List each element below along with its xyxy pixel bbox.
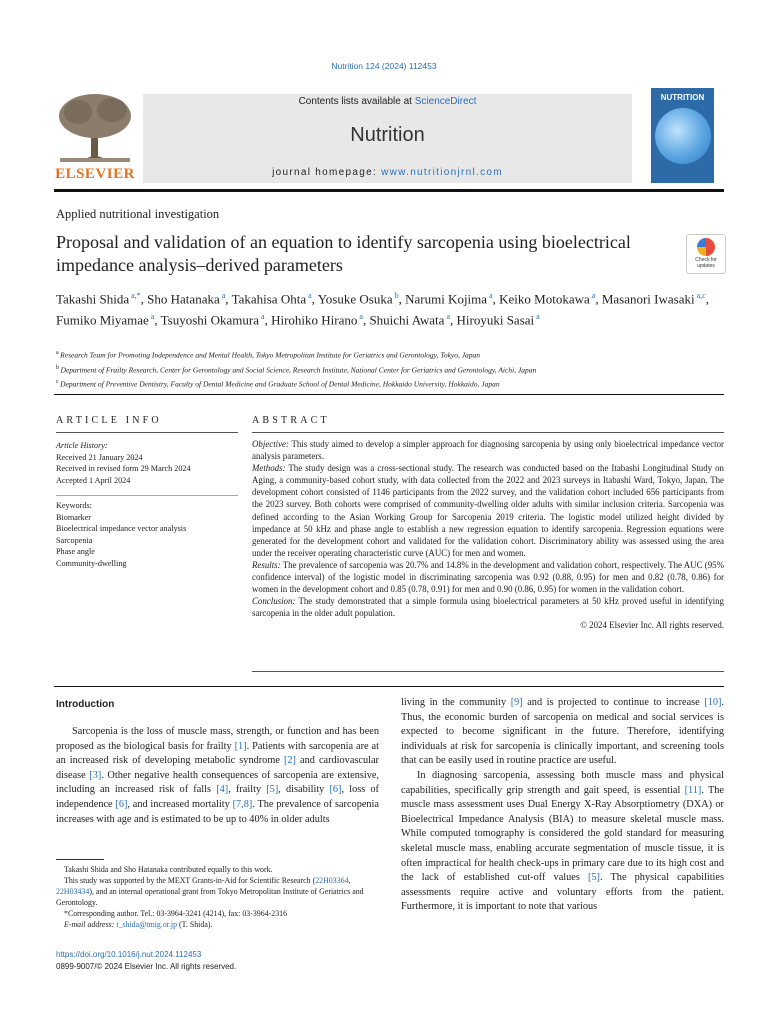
author-name[interactable]: Shuichi Awata — [369, 312, 445, 328]
author-name[interactable]: Tsuyoshi Okamura — [160, 312, 260, 328]
cover-globe — [655, 108, 711, 164]
publisher-logo-text: ELSEVIER — [55, 166, 135, 182]
footnote-divider — [56, 859, 104, 860]
article-section-label: Applied nutritional investigation — [56, 207, 220, 221]
citation-link[interactable]: [5] — [266, 784, 279, 796]
citation-link[interactable]: [6] — [329, 784, 342, 796]
author-affiliation-marker[interactable]: a — [487, 291, 493, 300]
keywords-label: Keywords: — [56, 501, 92, 510]
author-name[interactable]: Fumiko Miyamae — [56, 312, 149, 328]
abstract-methods — [252, 462, 724, 559]
keyword-item: Bioelectrical impedance vector analysis — [56, 524, 187, 534]
footnote-funding — [56, 875, 379, 908]
divider — [252, 432, 724, 433]
contents-line — [143, 96, 632, 107]
affiliation-list — [56, 347, 726, 391]
email-label: E-mail address: — [64, 920, 117, 929]
citation-link[interactable]: [4] — [216, 784, 229, 796]
keyword-item: Sarcopenia — [56, 535, 93, 545]
citation-link[interactable]: [10] — [704, 697, 722, 708]
author-name[interactable]: Takahisa Ohta — [231, 291, 307, 307]
journal-title: Nutrition — [350, 124, 425, 146]
article-title: Proposal and validation of an equation to identify sarcopenia using bioelectrical impedance analysis–derived parameters — [56, 232, 631, 275]
check-updates-label: Check for updates — [695, 257, 717, 269]
divider — [252, 671, 724, 672]
citation-link[interactable]: [7,8] — [232, 798, 253, 810]
check-updates-icon — [697, 238, 715, 256]
objective-text: This study aimed to develop a simpler approach for diagnosing sarcopenia by using only bioelectrical impedance vector analysis parameters. — [252, 439, 724, 462]
author-affiliation-marker[interactable]: a — [589, 291, 596, 300]
author-affiliation-marker[interactable]: a,c — [694, 291, 706, 300]
author-affiliation-marker[interactable]: a — [357, 312, 363, 322]
citation-link[interactable]: [6] — [115, 798, 128, 810]
citation-link[interactable]: [1] — [234, 740, 247, 752]
author-name[interactable]: Masanori Iwasaki — [601, 291, 695, 307]
author-affiliation-marker[interactable]: a,* — [129, 291, 141, 300]
divider — [56, 432, 238, 433]
article-info-heading: ARTICLE INFO — [56, 415, 162, 426]
history-accepted: Accepted 1 April 2024 — [56, 475, 131, 485]
keyword-item: Biomarker — [56, 512, 92, 522]
citation-link[interactable]: [11] — [684, 784, 702, 796]
citation-link[interactable]: [3] — [89, 769, 102, 781]
affiliation-text: Research Team for Promoting Independence and Mental Health, Tokyo Metropolitan Institute for Geriatrics and Gerontology, Tokyo, Japan — [60, 350, 481, 360]
author-affiliation-marker[interactable]: a — [534, 312, 540, 322]
results-label: Results: — [252, 559, 281, 570]
methods-text: The study design was a cross-sectional study. The research was conducted based on the Itabashi Longitudinal Study on Aging, a community-based cohort study, with data collected from the 2022 and 2023 surveys in Itabashi Ward, Tokyo, Japan. The development cohort consisted of 1146 participants from the 2022 survey, and the validation cohort included 656 participants from the 2023 survey. Both cohorts were comprised of community-dwelling older adults with similar inclusion criteria. Sarcopenia was defined according to the Asian Working Group for Sarcopenia 2019 criteria. The logistic model utilized height divided by impedance at 50 kHz and phase angle to establish a new regression equation to identify sarcopenia. Regression equations were generated for the development cohort and validated for the validation cohort. Discriminatory ability was assessed using the area under the receiver operating characteristic curve (AUC) for men and women. — [252, 463, 724, 558]
journal-cover-image[interactable] — [651, 88, 714, 183]
affiliation-marker: a — [56, 350, 61, 356]
check-for-updates-button[interactable] — [686, 234, 726, 274]
author-name[interactable]: Keiko Motokawa — [499, 291, 590, 307]
affiliation-item — [56, 362, 726, 377]
citation-link[interactable]: [9] — [510, 697, 523, 708]
author-affiliation-marker[interactable]: a — [219, 291, 226, 300]
affiliation-marker: b — [56, 364, 61, 371]
intro-paragraph: living in the community [9] and is projected to continue to increase [10]. Thus, the economic burden of sarcopenia on medical and social services is expected to become significant in the future. Therefore, identifying individuals at risk for sarcopenia is clinically important, and screening tools that can be easily used in routine practice are useful. — [401, 697, 724, 767]
divider — [54, 686, 724, 687]
author-affiliation-marker[interactable]: a — [259, 312, 265, 322]
results-text: The prevalence of sarcopenia was 20.7% and 14.8% in the development and validation cohort, respectively. The AUC (95% confidence interval) of the logistic model in discriminating sarcopenia was 0.92 (0.88, 0.95) for men and 0.82 (0.78, 0.86) for women in the development cohort and 0.85 (0.78, 0.91) for men and 0.90 (0.86, 0.95) for women in the validation cohort. — [252, 559, 724, 595]
homepage-line — [143, 167, 632, 178]
author-name[interactable]: Takashi Shida — [56, 291, 130, 307]
author-affiliation-marker[interactable]: a — [148, 312, 155, 322]
keyword-item: Community-dwelling — [56, 558, 127, 568]
doi-link[interactable]: https://doi.org/10.1016/j.nut.2024.112453 — [56, 950, 202, 959]
author-name[interactable]: Hirohiko Hirano — [271, 312, 358, 328]
abstract-heading: ABSTRACT — [252, 415, 330, 426]
keyword-item: Phase angle — [56, 547, 95, 557]
funding-text: This study was supported by the MEXT Grants-in-Aid for Scientific Research ( — [64, 876, 316, 885]
history-revised: Received in revised form 29 March 2024 — [56, 464, 191, 474]
intro-paragraph: In diagnosing sarcopenia, assessing both muscle mass and physical capabilities, specifically grip strength and gait speed, is essential [11]. The muscle mass assessment uses Dual Energy X-Ray Absorptiometry (DXA) or Bioelectrical Impedance Analysis (BIA) to measure skeletal muscle mass. While computed tomography is considered the gold standard for measuring skeletal muscle mass, enabling accurate segmentation of muscle tissue, it is often impractical for health check-ups in primary care due to its high cost and the lack of established cut-off values [5]. The physical capabilities assessments require active and voluntary efforts from the patient. Furthermore, it is important to note that various — [401, 769, 724, 913]
abstract-results — [252, 559, 724, 595]
grant-link[interactable]: 22H03364 — [315, 876, 349, 885]
history-received: Received 21 January 2024 — [56, 452, 143, 462]
body-column-left — [56, 725, 379, 827]
email-suffix: (T. Shida). — [177, 920, 213, 929]
abstract-body — [252, 438, 724, 632]
footnote-equal-contribution: Takashi Shida and Sho Hatanaka contributed equally to this work. — [64, 865, 273, 874]
doi-block — [56, 949, 236, 972]
journal-reference-link[interactable]: Nutrition 124 (2024) 112453 — [331, 61, 437, 71]
author-affiliation-marker[interactable]: a — [306, 291, 312, 300]
homepage-prefix: journal homepage: — [272, 167, 382, 178]
affiliation-text: Department of Frailty Research, Center for Gerontology and Social Science, Research Institute, National Center for Geriatrics and Gerontology, Aichi, Japan — [60, 365, 537, 374]
homepage-link[interactable]: www.nutritionjrnl.com — [381, 167, 503, 178]
footnote-email — [56, 919, 379, 930]
author-affiliation-marker[interactable]: a — [444, 312, 450, 322]
cover-title: NUTRITION — [660, 93, 705, 102]
affiliation-marker: c — [56, 379, 61, 385]
article-history — [56, 440, 238, 486]
author-name[interactable]: Narumi Kojima — [405, 291, 488, 307]
email-link[interactable]: t_shida@tmig.or.jp — [116, 920, 178, 929]
affiliation-item — [56, 347, 726, 362]
divider — [56, 495, 238, 496]
funding-text: ), and an internal operational grant from Tokyo Metropolitan Institute of Geriatrics and Gerontology. — [56, 887, 364, 907]
conclusion-text: The study demonstrated that a simple formula using bioelectrical parameters at 50 kHz proved useful in identifying sarcopenia in the older adult population. — [252, 596, 724, 619]
abstract-objective — [252, 438, 724, 462]
footnotes — [56, 864, 379, 930]
sciencedirect-link[interactable]: ScienceDirect — [414, 96, 477, 107]
abstract-conclusion — [252, 595, 724, 619]
objective-label: Objective: — [252, 439, 289, 449]
abstract-copyright: © 2024 Elsevier Inc. All rights reserved. — [580, 620, 724, 631]
author-affiliation-marker[interactable]: b — [392, 291, 399, 300]
divider — [54, 394, 724, 395]
citation-link[interactable]: [5] — [587, 872, 600, 884]
grant-separator: , — [348, 876, 351, 885]
citation-link[interactable]: [2] — [283, 755, 296, 767]
author-name[interactable]: Sho Hatanaka — [147, 291, 220, 307]
methods-label: Methods: — [252, 463, 286, 474]
author-name[interactable]: Yosuke Osuka — [317, 291, 393, 307]
author-name[interactable]: Hiroyuki Sasai — [456, 312, 535, 328]
history-label: Article History: — [56, 441, 108, 450]
conclusion-label: Conclusion: — [252, 596, 296, 607]
body-column-right — [401, 696, 724, 915]
contents-prefix: Contents lists available at — [298, 96, 415, 107]
header-divider — [54, 189, 724, 192]
footnote-corresponding: *Corresponding author. Tel.: 03-3964-3241 (4214), fax: 03-3964-2316 — [64, 909, 288, 918]
affiliation-text: Department of Preventive Dentistry, Faculty of Dental Medicine and Graduate School of Dental Medicine, Hokkaido University, Hokkaido, Japan — [60, 379, 500, 389]
keyword-list — [56, 500, 238, 570]
author-list: Takashi Shida $^{a,*}$, Sho Hatanaka $^a$, Takahisa Ohta $^a$, Yosuke Osuka $^b$, Narumi Kojima $^a$, Keiko Motokawa $^a$, Masanori Iwasaki $^{a,c}$, Fumiko Miyamae $^a$, Tsuyoshi Okamura $^a$, Hirohiko Hirano $^a$, Shuichi Awata $^a$, Hiroyuki Sasai $^a$ — [56, 291, 709, 328]
introduction-heading: Introduction — [56, 699, 115, 710]
affiliation-item — [56, 376, 726, 391]
intro-paragraph: Sarcopenia is the loss of muscle mass, strength, or function and has been proposed as the biological basis for frailty [1]. Patients with sarcopenia are at an increased risk of developing metabolic syndrome [2] and cardiovascular disease [3]. Other negative health consequences of sarcopenia are extensive, including an increased risk of falls [4], frailty [5], disability [6], loss of independence [6], and increased mortality [7,8]. The prevalence of sarcopenia increases with age and is estimated to be up to 40% in older adults — [56, 726, 380, 825]
grant-link[interactable]: 22H03434 — [56, 887, 90, 896]
issn-line: 0899-9007/© 2024 Elsevier Inc. All rights reserved. — [56, 961, 237, 971]
